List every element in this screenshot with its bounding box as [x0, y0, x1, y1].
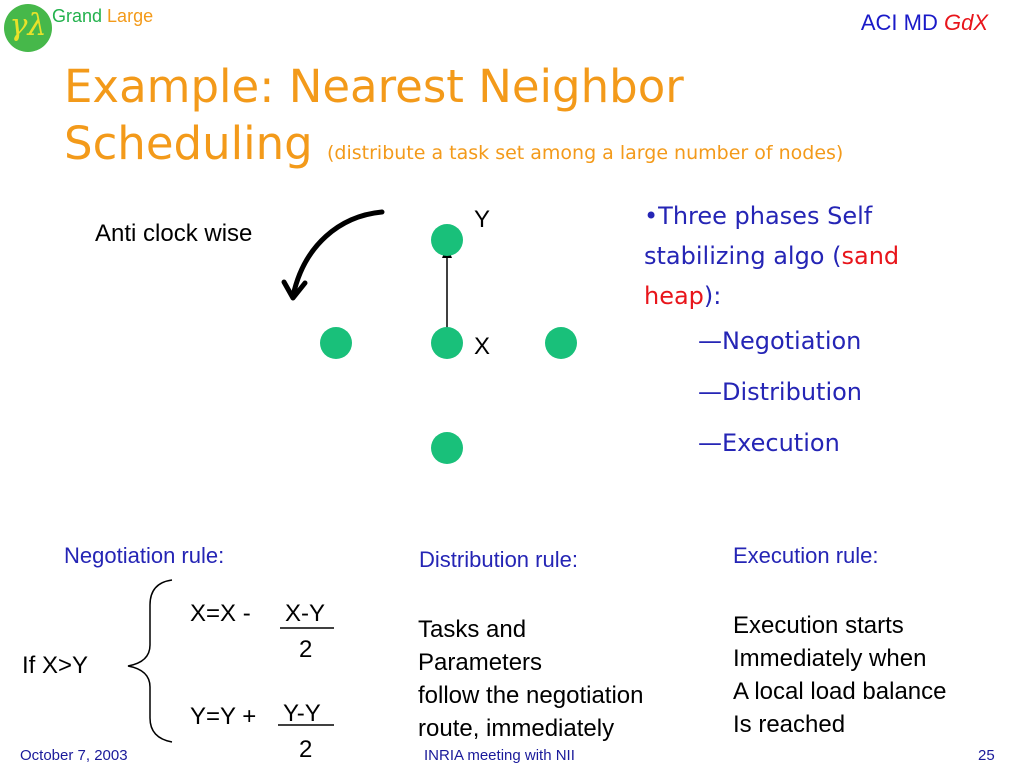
negotiation-brace — [128, 580, 172, 742]
phase-item: —Negotiation — [698, 327, 862, 355]
slide-subtitle: (distribute a task set among a large number of nodes) — [327, 142, 844, 164]
rotation-label: Anti clock wise — [95, 220, 253, 247]
execution-line: A local load balance — [733, 678, 947, 705]
execution-text — [733, 609, 947, 741]
distribution-text — [418, 613, 644, 745]
execution-heading: Execution rule: — [733, 543, 879, 568]
equation-1-denominator: 2 — [299, 636, 313, 663]
phase-intro-end: ): — [703, 282, 722, 310]
gdx-label: GdX — [943, 10, 988, 35]
node-right — [545, 327, 577, 359]
equation-2-numerator: Y-Y — [283, 700, 321, 727]
equation-1-lhs: X=X - — [190, 600, 251, 627]
phase-intro-text: •Three phases Self stabilizing algo ( — [644, 202, 873, 270]
label-y: Y — [474, 206, 491, 233]
distribution-line: Parameters — [418, 649, 543, 676]
distribution-line: follow the negotiation — [418, 682, 644, 709]
execution-line: Execution starts — [733, 612, 904, 639]
equation-2-lhs: Y=Y + — [190, 703, 257, 730]
footer-event: INRIA meeting with NII — [424, 747, 575, 764]
sand-heap-term: sand heap — [644, 242, 900, 310]
logo-glyph: γλ — [9, 8, 47, 43]
aci-prefix: ACI MD — [860, 10, 938, 35]
footer-date: October 7, 2003 — [20, 747, 128, 764]
negotiation-condition: If X>Y — [22, 652, 89, 679]
brand-grand: Grand — [52, 6, 103, 26]
equation-2-denominator: 2 — [299, 736, 313, 763]
node-bottom — [431, 432, 463, 464]
label-x: X — [474, 333, 491, 360]
node-y — [431, 224, 463, 256]
distribution-heading: Distribution rule: — [419, 547, 578, 572]
distribution-line: route, immediately — [418, 715, 615, 742]
execution-line: Is reached — [733, 711, 846, 738]
brand-large: Large — [107, 6, 154, 26]
title-scheduling: Scheduling — [64, 117, 313, 170]
page-number: 25 — [978, 747, 995, 764]
phase-item: —Execution — [698, 429, 840, 457]
node-x — [431, 327, 463, 359]
phase-intro — [644, 196, 974, 316]
equation-1-numerator: X-Y — [285, 600, 326, 627]
phase-list — [644, 196, 974, 469]
negotiation-heading: Negotiation rule: — [64, 543, 225, 568]
distribution-line: Tasks and — [418, 616, 527, 643]
phase-item: —Distribution — [698, 378, 863, 406]
title-line-1: Example: Nearest Neighbor — [64, 60, 684, 113]
execution-line: Immediately when — [733, 645, 927, 672]
node-left — [320, 327, 352, 359]
